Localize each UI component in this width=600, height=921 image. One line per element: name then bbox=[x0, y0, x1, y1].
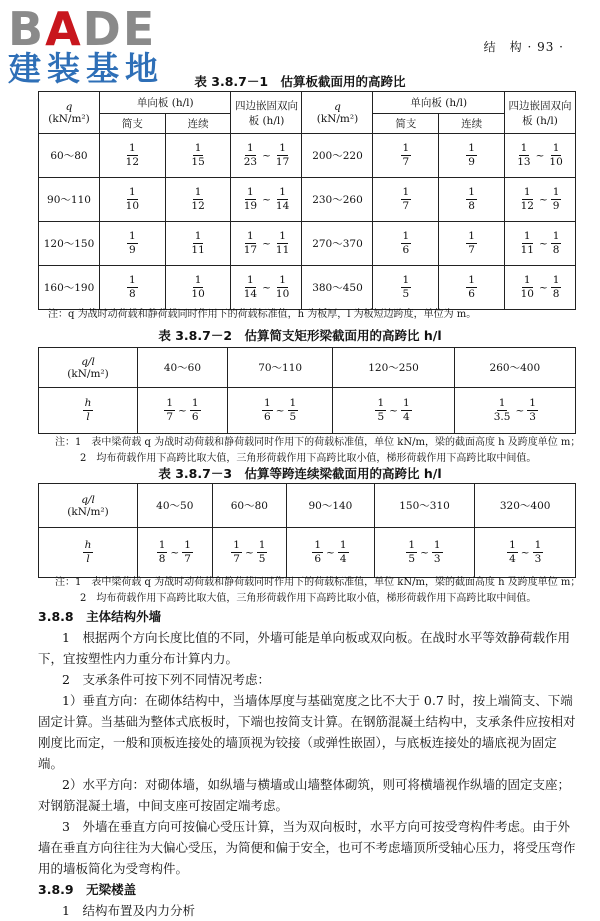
t1-2-7-fraction-b: $\frac{1}{8}$ bbox=[552, 230, 560, 256]
t1-cell-2-5 bbox=[373, 222, 439, 266]
table3-caption: 表 3.8.7－3 估算等跨连续梁截面用的高跨比 h/l bbox=[158, 466, 442, 481]
t3-ratio-label: $\frac{h}{l}$ bbox=[39, 528, 138, 578]
table3-note-2: 2 均布荷载作用下高跨比取大值，三角形荷载作用下高跨比取小值，梯形荷载作用下高跨比取中间值。 bbox=[80, 593, 537, 604]
table2-1-fraction-a: $\frac{1}{6}$ bbox=[264, 397, 271, 423]
table3-3-fraction-b: $\frac{1}{3}$ bbox=[433, 539, 441, 565]
t1-cell-3-2 bbox=[165, 266, 231, 310]
t1-2-7-fraction-a: $\frac{1}{11}$ bbox=[520, 230, 534, 256]
t1-twoway-head: 四边嵌固双向板 (h/l) bbox=[231, 92, 302, 134]
t1-cell-3-6 bbox=[439, 266, 505, 310]
table2-col-head-2: 120～250 bbox=[333, 348, 454, 388]
paragraph-4: 2）水平方向：对砌体墙，如纵墙与横墙或山墙整体砌筑，则可将横墙视作纵墙的固定支座；对钢筋混凝土墙，中间支座可按固定端考虑。 bbox=[38, 777, 570, 813]
table1-row bbox=[39, 134, 576, 178]
table3-ratio-0: $\frac{1}{8}$ ~ $\frac{1}{7}$ bbox=[138, 528, 213, 578]
t1-0-5-fraction-a: $\frac{1}{7}$ bbox=[402, 142, 410, 168]
t1-cell-0-3: $\frac{1}{23}$ ~ $\frac{1}{17}$ bbox=[231, 134, 302, 178]
table3-0-fraction-a: $\frac{1}{8}$ bbox=[158, 539, 166, 565]
table3-col-head-2: 90～140 bbox=[287, 484, 375, 528]
table2-col-head-3: 260～400 bbox=[454, 348, 575, 388]
t1-1-5-fraction-a: $\frac{1}{7}$ bbox=[402, 186, 410, 212]
t1-cell-1-0: 90～110 bbox=[39, 178, 100, 222]
t1-0-3-fraction-a: $\frac{1}{23}$ bbox=[243, 142, 258, 168]
t1-1-7-fraction-b: $\frac{1}{9}$ bbox=[552, 186, 560, 212]
t1-1-1-fraction-a: $\frac{1}{10}$ bbox=[125, 186, 140, 212]
table1-caption: 表 3.8.7－1 估算板截面用的高跨比 bbox=[194, 74, 406, 89]
t1-cell-0-6 bbox=[439, 134, 505, 178]
t1-cell-2-2 bbox=[165, 222, 231, 266]
t1-2-1-fraction-a: $\frac{1}{9}$ bbox=[129, 230, 136, 256]
table2-ratio-1: $\frac{1}{6}$ ~ $\frac{1}{5}$ bbox=[227, 388, 333, 434]
table3-4-fraction-a: $\frac{1}{4}$ bbox=[509, 539, 516, 565]
t1-3-3-fraction-b: $\frac{1}{10}$ bbox=[275, 274, 290, 300]
table3-col-head-0: 40～50 bbox=[138, 484, 213, 528]
t1-cell-0-1 bbox=[100, 134, 166, 178]
table2-caption: 表 3.8.7－2 估算简支矩形梁截面用的高跨比 h/l bbox=[158, 328, 442, 343]
t1-cell-2-7: $\frac{1}{11}$ ~ $\frac{1}{8}$ bbox=[505, 222, 576, 266]
t1-cell-0-4: 200～220 bbox=[302, 134, 373, 178]
t1-0-1-fraction-a: $\frac{1}{12}$ bbox=[125, 142, 140, 168]
t1-simple-head: 简支 bbox=[100, 114, 166, 134]
table3-col-head-4: 320～400 bbox=[475, 484, 576, 528]
table2 bbox=[38, 347, 576, 434]
t1-1-3-fraction-a: $\frac{1}{19}$ bbox=[243, 186, 258, 212]
table2-ratio-3: $\frac{1}{3.5}$ ~ $\frac{1}{3}$ bbox=[454, 388, 575, 434]
t1-cell-1-1 bbox=[100, 178, 166, 222]
logo-chinese: 建装基地 bbox=[8, 49, 164, 88]
table1-row bbox=[39, 222, 576, 266]
t1-0-6-fraction-a: $\frac{1}{9}$ bbox=[468, 142, 475, 168]
running-head: 结 构 · 93 · bbox=[483, 40, 564, 54]
table2-note-2: 2 均布荷载作用下高跨比取大值，三角形荷载作用下高跨比取小值，梯形荷载作用下高跨比取中间值。 bbox=[80, 453, 537, 464]
t2-row-head: q/l (kN/m²) bbox=[39, 348, 138, 388]
table2-col-head-0: 40～60 bbox=[138, 348, 228, 388]
table2-ratio-0: $\frac{1}{7}$ ~ $\frac{1}{6}$ bbox=[138, 388, 228, 434]
table2-3-fraction-b: $\frac{1}{3}$ bbox=[529, 397, 536, 423]
table2-2-fraction-b: $\frac{1}{4}$ bbox=[402, 397, 410, 423]
t1-cont-head-2: 连续 bbox=[439, 114, 505, 134]
t1-cell-0-0: 60～80 bbox=[39, 134, 100, 178]
t1-0-2-fraction-a: $\frac{1}{15}$ bbox=[191, 142, 205, 168]
t1-1-2-fraction-a: $\frac{1}{12}$ bbox=[191, 186, 205, 212]
t1-cont-head: 连续 bbox=[165, 114, 231, 134]
t1-cell-1-5 bbox=[373, 178, 439, 222]
table2-3-fraction-a: $\frac{1}{3.5}$ bbox=[493, 397, 511, 423]
table3-1-fraction-b: $\frac{1}{5}$ bbox=[258, 539, 266, 565]
table3-4-fraction-b: $\frac{1}{3}$ bbox=[534, 539, 542, 565]
t1-cell-1-2 bbox=[165, 178, 231, 222]
t1-cell-2-4: 270～370 bbox=[302, 222, 373, 266]
t1-2-3-fraction-a: $\frac{1}{17}$ bbox=[243, 230, 258, 256]
t1-cell-1-3: $\frac{1}{19}$ ~ $\frac{1}{14}$ bbox=[231, 178, 302, 222]
body-text bbox=[38, 606, 578, 921]
section-3-8-8-heading: 3.8.8 主体结构外墙 bbox=[38, 609, 162, 624]
t1-cell-2-3: $\frac{1}{17}$ ~ $\frac{1}{11}$ bbox=[231, 222, 302, 266]
t1-cell-2-1 bbox=[100, 222, 166, 266]
table3-2-fraction-b: $\frac{1}{4}$ bbox=[339, 539, 347, 565]
t1-3-3-fraction-a: $\frac{1}{14}$ bbox=[243, 274, 258, 300]
t1-oneway-head: 单向板 (h/l) bbox=[100, 92, 231, 114]
t1-oneway-head-2: 单向板 (h/l) bbox=[373, 92, 505, 114]
t1-3-1-fraction-a: $\frac{1}{8}$ bbox=[129, 274, 136, 300]
t1-cell-3-4: 380～450 bbox=[302, 266, 373, 310]
table1 bbox=[38, 91, 576, 310]
table1-row bbox=[39, 266, 576, 310]
t1-cell-3-7: $\frac{1}{10}$ ~ $\frac{1}{8}$ bbox=[505, 266, 576, 310]
t3-row-head: q/l (kN/m²) bbox=[39, 484, 138, 528]
t1-simple-head-2: 简支 bbox=[373, 114, 439, 134]
table3-ratio-4: $\frac{1}{4}$ ~ $\frac{1}{3}$ bbox=[475, 528, 576, 578]
t1-cell-2-0: 120～150 bbox=[39, 222, 100, 266]
t1-cell-1-4: 230～260 bbox=[302, 178, 373, 222]
t1-cell-3-3: $\frac{1}{14}$ ~ $\frac{1}{10}$ bbox=[231, 266, 302, 310]
t1-0-7-fraction-b: $\frac{1}{10}$ bbox=[549, 142, 563, 168]
t1-3-7-fraction-a: $\frac{1}{10}$ bbox=[520, 274, 534, 300]
t1-cell-3-1 bbox=[100, 266, 166, 310]
table3-col-head-3: 150～310 bbox=[374, 484, 475, 528]
t1-3-2-fraction-a: $\frac{1}{10}$ bbox=[191, 274, 205, 300]
t1-2-6-fraction-a: $\frac{1}{7}$ bbox=[468, 230, 475, 256]
t1-twoway-head-2: 四边嵌固双向板 (h/l) bbox=[505, 92, 576, 134]
table2-0-fraction-a: $\frac{1}{7}$ bbox=[166, 397, 174, 423]
table1-row bbox=[39, 178, 576, 222]
table3-2-fraction-a: $\frac{1}{6}$ bbox=[314, 539, 321, 565]
table3-1-fraction-a: $\frac{1}{7}$ bbox=[233, 539, 240, 565]
t2-ratio-label: $\frac{h}{l}$ bbox=[39, 388, 138, 434]
table3-ratio-3: $\frac{1}{5}$ ~ $\frac{1}{3}$ bbox=[374, 528, 475, 578]
table2-note-1: 注：1 表中梁荷载 q 为战时动荷载和静荷载同时作用下的荷载标准值，单位 kN/m，梁的截面高度 h 及跨度单位 m； bbox=[55, 437, 581, 448]
t1-3-7-fraction-b: $\frac{1}{8}$ bbox=[552, 274, 560, 300]
table3-0-fraction-b: $\frac{1}{7}$ bbox=[184, 539, 191, 565]
table2-col-head-1: 70～110 bbox=[227, 348, 333, 388]
t1-3-5-fraction-a: $\frac{1}{5}$ bbox=[402, 274, 410, 300]
t1-1-6-fraction-a: $\frac{1}{8}$ bbox=[468, 186, 475, 212]
table3-ratio-2: $\frac{1}{6}$ ~ $\frac{1}{4}$ bbox=[287, 528, 375, 578]
t1-cell-3-5 bbox=[373, 266, 439, 310]
t1-q-head: q (kN/m²) bbox=[39, 92, 100, 134]
t1-1-3-fraction-b: $\frac{1}{14}$ bbox=[275, 186, 290, 212]
table3 bbox=[38, 483, 576, 578]
t1-2-3-fraction-b: $\frac{1}{11}$ bbox=[275, 230, 290, 256]
paragraph-3: 1）垂直方向：在砌体结构中，当墙体厚度与基础宽度之比不大于 0.7 时，按上端简支、下端固定计算。当基础为整体式底板时，下端也按简支计算。在钢筋混凝土结构中，支承条件应按相对刚度比而定，一般和顶板连接处的墙顶视为铰接（或弹性嵌固），与底板连接处的墙底视为固定端。 bbox=[38, 693, 576, 771]
t1-cell-1-6 bbox=[439, 178, 505, 222]
table2-0-fraction-b: $\frac{1}{6}$ bbox=[191, 397, 199, 423]
table3-3-fraction-a: $\frac{1}{5}$ bbox=[408, 539, 416, 565]
t1-cell-3-0: 160～190 bbox=[39, 266, 100, 310]
t1-cell-0-2 bbox=[165, 134, 231, 178]
table3-note-1: 注：1 表中梁荷载 q 为战时动荷载和静荷载同时作用下的荷载标准值，单位 kN/m，梁的截面高度 h 及跨度单位 m； bbox=[55, 577, 581, 588]
table2-ratio-2: $\frac{1}{5}$ ~ $\frac{1}{4}$ bbox=[333, 388, 454, 434]
paragraph-6: 1 结构布置及内力分析 bbox=[62, 903, 195, 918]
section-3-8-9-heading: 3.8.9 无梁楼盖 bbox=[38, 882, 137, 897]
table1-note: 注：q 为战时动荷载和静荷载同时作用下的荷载标准值，h 为板厚，l 为板短边跨度，单位为 m。 bbox=[48, 309, 477, 320]
t1-0-3-fraction-b: $\frac{1}{17}$ bbox=[275, 142, 290, 168]
t1-q-head-2: q (kN/m²) bbox=[302, 92, 373, 134]
logo-wordmark: BADE bbox=[8, 2, 157, 56]
table3-col-head-1: 60～80 bbox=[212, 484, 287, 528]
table3-ratio-1: $\frac{1}{7}$ ~ $\frac{1}{5}$ bbox=[212, 528, 287, 578]
t1-2-5-fraction-a: $\frac{1}{6}$ bbox=[402, 230, 410, 256]
t1-0-7-fraction-a: $\frac{1}{13}$ bbox=[517, 142, 531, 168]
t1-cell-0-7: $\frac{1}{13}$ ~ $\frac{1}{10}$ bbox=[505, 134, 576, 178]
paragraph-5: 3 外墙在垂直方向可按偏心受压计算，当为双向板时，水平方向可按受弯构件考虑。由于外墙在垂直方向往往为大偏心受压，为简便和偏于安全，也可不考虑墙顶所受轴心压力，将受压弯作用的墙板简化为受弯构件。 bbox=[38, 819, 576, 876]
table2-2-fraction-a: $\frac{1}{5}$ bbox=[377, 397, 385, 423]
paragraph-2: 2 支承条件可按下列不同情况考虑： bbox=[62, 672, 270, 687]
t1-2-2-fraction-a: $\frac{1}{11}$ bbox=[191, 230, 205, 256]
t1-cell-0-5 bbox=[373, 134, 439, 178]
t1-cell-2-6 bbox=[439, 222, 505, 266]
t1-1-7-fraction-a: $\frac{1}{12}$ bbox=[520, 186, 534, 212]
table2-1-fraction-b: $\frac{1}{5}$ bbox=[289, 397, 297, 423]
t1-cell-1-7: $\frac{1}{12}$ ~ $\frac{1}{9}$ bbox=[505, 178, 576, 222]
paragraph-1: 1 根据两个方向长度比值的不同，外墙可能是单向板或双向板。在战时水平等效静荷载作用下，宜按塑性内力重分布计算内力。 bbox=[38, 630, 570, 666]
t1-3-6-fraction-a: $\frac{1}{6}$ bbox=[468, 274, 475, 300]
